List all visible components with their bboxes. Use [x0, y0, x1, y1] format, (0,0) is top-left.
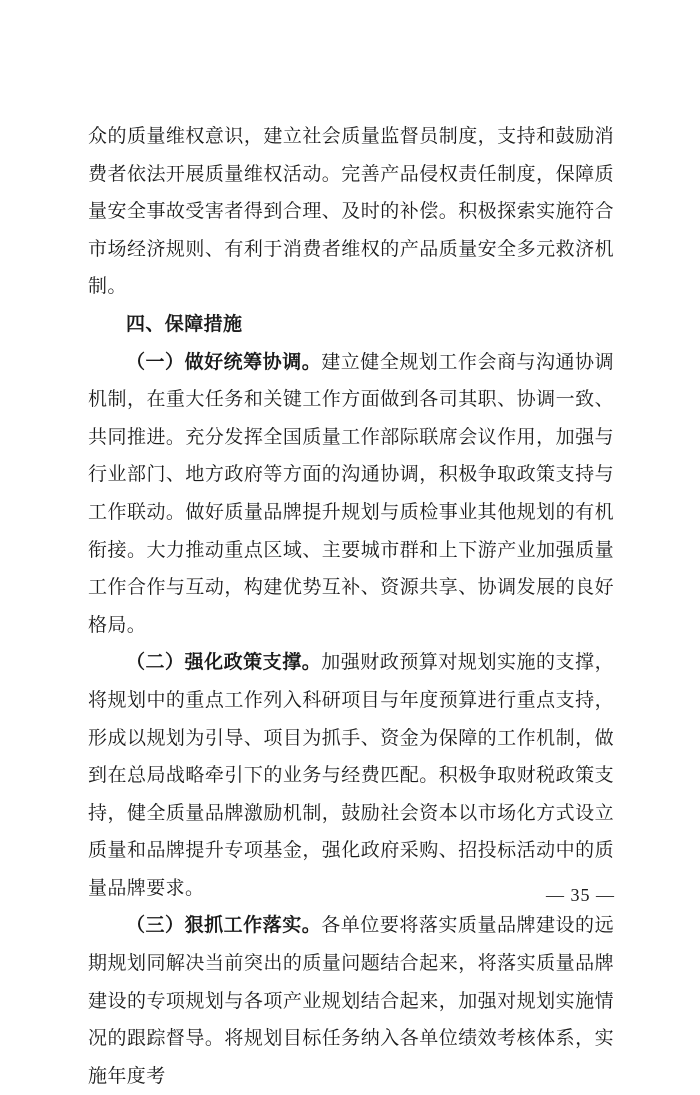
- paragraph-lead: （三）狠抓工作落实。: [126, 914, 322, 937]
- paragraph-text: 各单位要将落实质量品牌建设的远期规划同解决当前突出的质量问题结合起来，将落实质量品牌建设的专项规划与各项产业规划结合起来，加强对规划实施情况的跟踪督导。将规划目标任务纳入各单位绩效考核体系，实施年度考: [88, 914, 614, 1087]
- section-heading-safeguards: 四、保障措施: [126, 312, 243, 335]
- paragraph-lead: （一）做好统筹协调。: [126, 350, 322, 373]
- paragraph-lead: （二）强化政策支撑。: [126, 651, 322, 674]
- page-number: — 35 —: [546, 885, 615, 905]
- paragraph-implementation: [88, 907, 614, 1095]
- paragraph-text: 众的质量维权意识，建立社会质量监督员制度，支持和鼓励消费者依法开展质量维权活动。完善产品侵权责任制度，保障质量安全事故受害者得到合理、及时的补偿。积极探索实施符合市场经济规则、有利于消费者维权的产品质量安全多元救济机制。: [88, 125, 614, 298]
- paragraph-policy-support: [88, 644, 614, 907]
- paragraph-coordination: [88, 344, 614, 645]
- paragraph-text: 加强财政预算对规划实施的支撑，将规划中的重点工作列入科研项目与年度预算进行重点支持，形成以规划为引导、项目为抓手、资金为保障的工作机制，做到在总局战略牵引下的业务与经费匹配。积极争取财税政策支持，健全质量品牌激励机制，鼓励社会资本以市场化方式设立质量和品牌提升专项基金，强化政府采购、招投标活动中的质量品牌要求。: [88, 651, 614, 899]
- paragraph-consumer-rights: [88, 118, 614, 306]
- paragraph-text: 建立健全规划工作会商与沟通协调机制，在重大任务和关键工作方面做到各司其职、协调一致、共同推进。充分发挥全国质量工作部际联席会议作用，加强与行业部门、地方政府等方面的沟通协调，积极争取政策支持与工作联动。做好质量品牌提升规划与质检事业其他规划的有机衔接。大力推动重点区域、主要城市群和上下游产业加强质量工作合作与互动，构建优势互补、资源共享、协调发展的良好格局。: [88, 350, 614, 636]
- body-text: [88, 118, 614, 1095]
